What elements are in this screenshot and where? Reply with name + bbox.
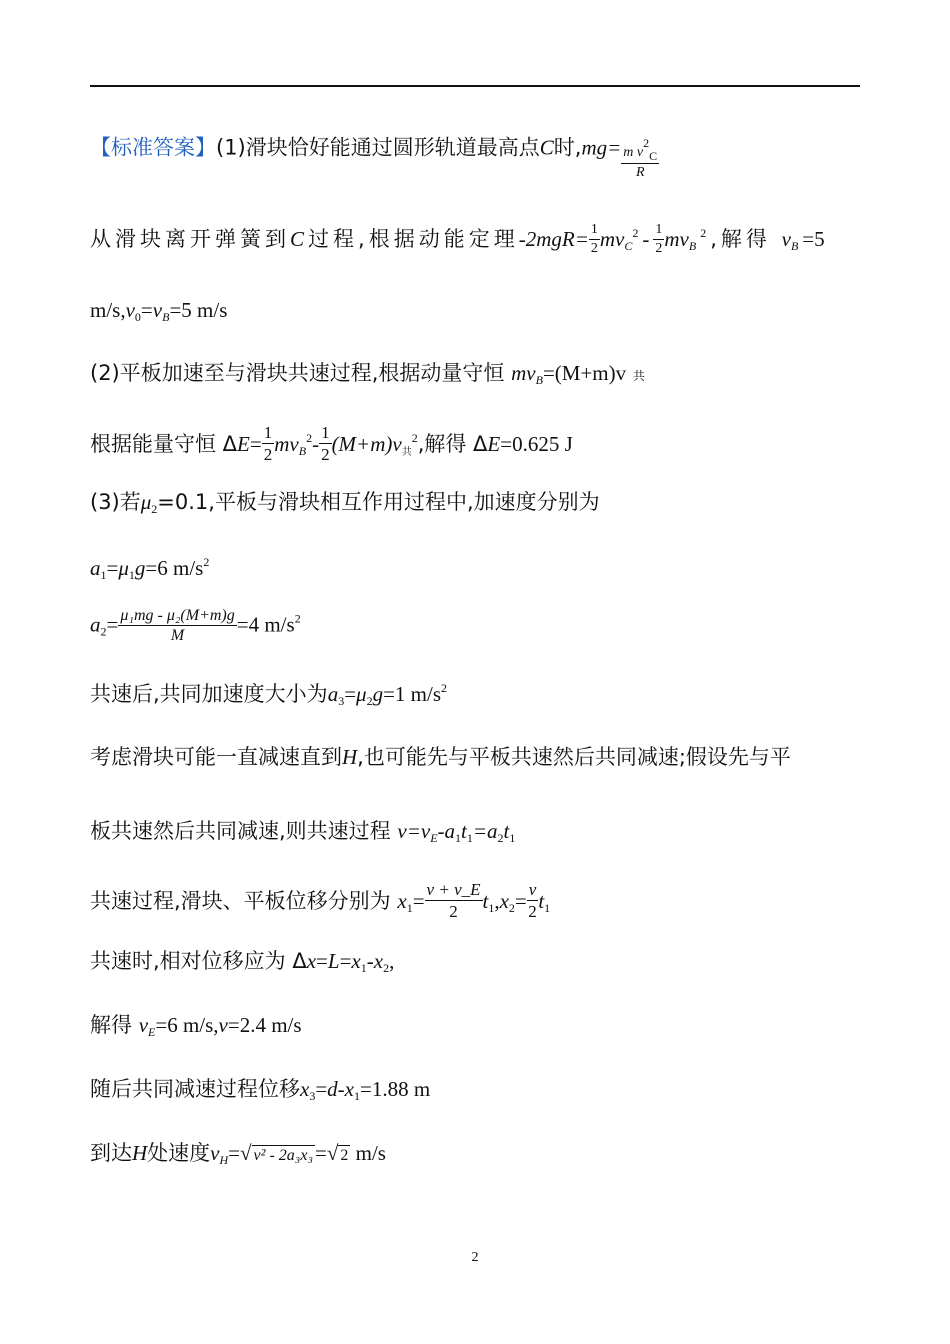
answer-p11: 板共速然后共同减速,则共速过程 $v=v_E-a_1t_1=a_2t_1$ <box>90 819 516 845</box>
answer-p3: $m/s,v_0=v_B=5$ m/s <box>90 298 228 324</box>
answer-p2: 从滑块离开弹簧到C过程,根据动能定理-2mgR= $\frac{1}{2}$ $mv_C^2-$ $\frac{1}{2}$ $mv_B^2$,解得 $v_B=5$ <box>90 222 825 256</box>
answer-p16: 到达H处速度$v_H=√$ v² - 2a₃x₃=√ 2 m/s <box>90 1141 386 1167</box>
answer-p12: 共速过程,滑块、平板位移分别为 $x_1=$ $\frac{v + v\_E}{2}$ $t_1,x_2=$ $\frac{v}{2}$ $t_1$ <box>90 880 551 922</box>
fraction: $\frac{\text{m v2C}}{R}$ <box>623 136 658 181</box>
answer-p15: 随后共同减速过程位移$x_3=d-x_1=1.88$ m <box>90 1077 431 1103</box>
header-rule <box>90 85 860 87</box>
page-number: 2 <box>471 1250 479 1265</box>
answer-part1: 【标准答案】(1)滑块恰好能通过圆形轨道最高点C时,mg= $\frac{\text{m v2C}}{R}$ <box>90 136 659 183</box>
answer-p10: 考虑滑块可能一直减速直到H,也可能先与平板共速然后共同减速;假设先与平 <box>90 745 791 769</box>
answer-tag: 【标准答案】 <box>90 135 216 160</box>
answer-p4: (2)平板加速至与滑块共速过程,根据动量守恒 $mv_B=(M+m)v$ 共 <box>90 361 645 387</box>
answer-p9: 共速后,共同加速度大小为$a_3=\mu_2g=1$ $m/s^2$ <box>90 681 448 708</box>
answer-p8: $a_2=$ $\frac{\text{μ₁mg - μ₂(M+m)g}}{M}$ =4 $m/s^2$ <box>90 607 301 645</box>
answer-p13: 共速时,相对位移应为 $\Delta x=L=x_1-x_2$, <box>90 949 395 975</box>
answer-p6: (3)若$\mu_2=0.1$,平板与滑块相互作用过程中,加速度分别为 <box>90 490 600 516</box>
answer-p5: 根据能量守恒 ΔE= $\frac{1}{2}$ $mv_B^2-$ $\frac{1}{2}$ $(M+m)v_共^2$,解得 ΔE=0.625 J <box>90 423 573 465</box>
answer-p14: 解得 $v_E=6$ m/s,v=2.4 m/s <box>90 1013 302 1039</box>
answer-p7: $a_1=\mu_1g=6$ $m/s^2$ <box>90 555 210 582</box>
